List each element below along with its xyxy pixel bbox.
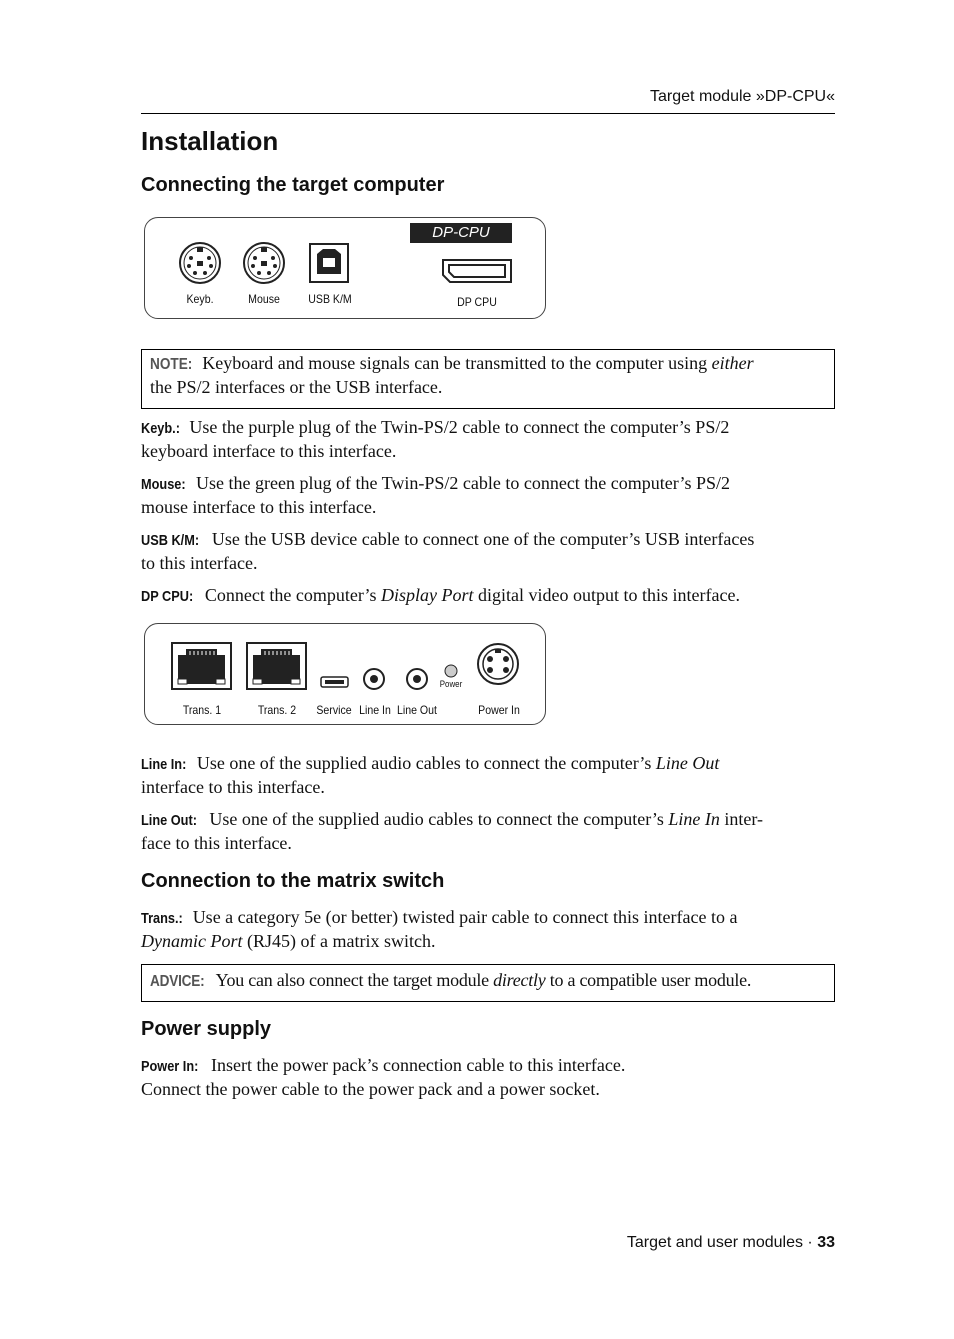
line-out-jack-icon	[407, 669, 427, 689]
power-in-text: Insert the power pack’s connection cable to this interface.	[206, 1055, 626, 1075]
power-in-label: Power In:	[141, 1058, 199, 1075]
note-text: Keyboard and mouse signals can be transmitted to the computer using	[197, 353, 712, 373]
footer-text: Target and user modules ·	[626, 1234, 818, 1251]
usb-b-port-icon	[310, 244, 348, 282]
advice-box	[141, 964, 835, 1002]
page-number: 33	[817, 1234, 835, 1251]
usb-paragraph	[141, 528, 835, 574]
dp-cpu-label: DP CPU:	[141, 588, 194, 605]
power-led-icon	[445, 665, 457, 677]
note-box	[141, 349, 835, 409]
line-in-text: Use one of the supplied audio cables to connect the computer’s	[192, 753, 656, 773]
port-label-keyb: Keyb.	[186, 292, 214, 306]
port-label-line-in: Line In	[359, 703, 391, 717]
header-rule	[141, 113, 835, 114]
usb-text-continued: to this interface.	[141, 553, 258, 573]
dp-cpu-text: Connect the computer’s	[200, 585, 382, 605]
trans-text: Use a category 5e (or better) twisted pair cable to connect this interface to a	[188, 907, 738, 927]
line-in-label: Line In:	[141, 756, 187, 773]
keyb-text: Use the purple plug of the Twin-PS/2 cable to connect the computer’s PS/2	[184, 417, 730, 437]
mouse-text-continued: mouse interface to this interface.	[141, 497, 377, 517]
advice-text-end: to a compatible user module.	[545, 970, 752, 990]
port-label-usb-km: USB K/M	[308, 292, 352, 306]
line-out-text: Use one of the supplied audio cables to connect the computer’s	[204, 809, 669, 829]
note-label: NOTE:	[150, 356, 193, 373]
note-emphasis: either	[711, 353, 754, 373]
line-in-paragraph	[141, 752, 835, 798]
port-label-trans1: Trans. 1	[182, 703, 222, 717]
line-out-text-continued: face to this interface.	[141, 833, 292, 853]
page-footer	[141, 1234, 835, 1252]
mini-usb-service-port-icon	[321, 677, 348, 687]
section-heading-matrix-switch: Connection to the matrix switch	[141, 870, 445, 892]
line-in-jack-icon	[364, 669, 384, 689]
trans-paragraph	[141, 906, 835, 952]
advice-label: ADVICE:	[150, 973, 205, 990]
mouse-text: Use the green plug of the Twin-PS/2 cable to connect the computer’s PS/2	[191, 473, 730, 493]
note-text-continued: the PS/2 interfaces or the USB interface.	[150, 377, 443, 397]
keyb-label: Keyb.:	[141, 420, 180, 437]
front-panel-diagram	[144, 217, 546, 319]
page-title: Installation	[141, 126, 279, 156]
ps2-keyboard-port-icon	[180, 243, 220, 283]
displayport-port-icon	[443, 260, 511, 282]
port-label-trans2: Trans. 2	[257, 703, 297, 717]
mouse-label: Mouse:	[141, 476, 186, 493]
ps2-mouse-port-icon	[244, 243, 284, 283]
line-out-emphasis: Line In	[668, 809, 720, 829]
dp-cpu-badge: DP-CPU	[432, 224, 490, 241]
running-header: Target module »DP-CPU«	[650, 88, 835, 105]
mouse-paragraph	[141, 472, 835, 518]
port-label-dp-cpu: DP CPU	[457, 295, 497, 309]
line-out-label: Line Out:	[141, 812, 197, 829]
back-panel-diagram	[144, 623, 546, 725]
dp-cpu-emphasis: Display Port	[381, 585, 474, 605]
dp-cpu-text-end: digital video output to this interface.	[473, 585, 740, 605]
keyb-text-continued: keyboard interface to this interface.	[141, 441, 397, 461]
dp-cpu-paragraph	[141, 584, 835, 608]
power-in-port-icon	[478, 644, 518, 684]
rj45-trans1-port-icon	[172, 643, 231, 689]
advice-emphasis: directly	[493, 970, 546, 990]
port-label-line-out: Line Out	[397, 703, 437, 717]
trans-label: Trans.:	[141, 910, 183, 927]
keyb-paragraph	[141, 416, 835, 462]
usb-text: Use the USB device cable to connect one of the computer’s USB interfaces	[207, 529, 755, 549]
port-label-power-in: Power In	[478, 703, 520, 717]
usb-label: USB K/M:	[141, 532, 200, 549]
power-in-text-continued: Connect the power cable to the power pack and a power socket.	[141, 1079, 600, 1099]
advice-text: You can also connect the target module	[212, 970, 494, 990]
line-out-text-hyphen: inter-	[719, 809, 763, 829]
trans-emphasis: Dynamic Port	[141, 931, 243, 951]
section-heading-power-supply: Power supply	[141, 1018, 272, 1040]
led-label-power: Power	[439, 679, 463, 689]
section-heading-target-computer: Connecting the target computer	[141, 174, 445, 196]
line-in-text-continued: interface to this interface.	[141, 777, 325, 797]
rj45-trans2-port-icon	[247, 643, 306, 689]
port-label-mouse: Mouse	[248, 292, 280, 306]
port-label-service: Service	[316, 703, 352, 717]
line-out-paragraph	[141, 808, 835, 854]
power-in-paragraph	[141, 1054, 835, 1100]
trans-text-continued: (RJ45) of a matrix switch.	[242, 931, 436, 951]
line-in-emphasis: Line Out	[655, 753, 720, 773]
